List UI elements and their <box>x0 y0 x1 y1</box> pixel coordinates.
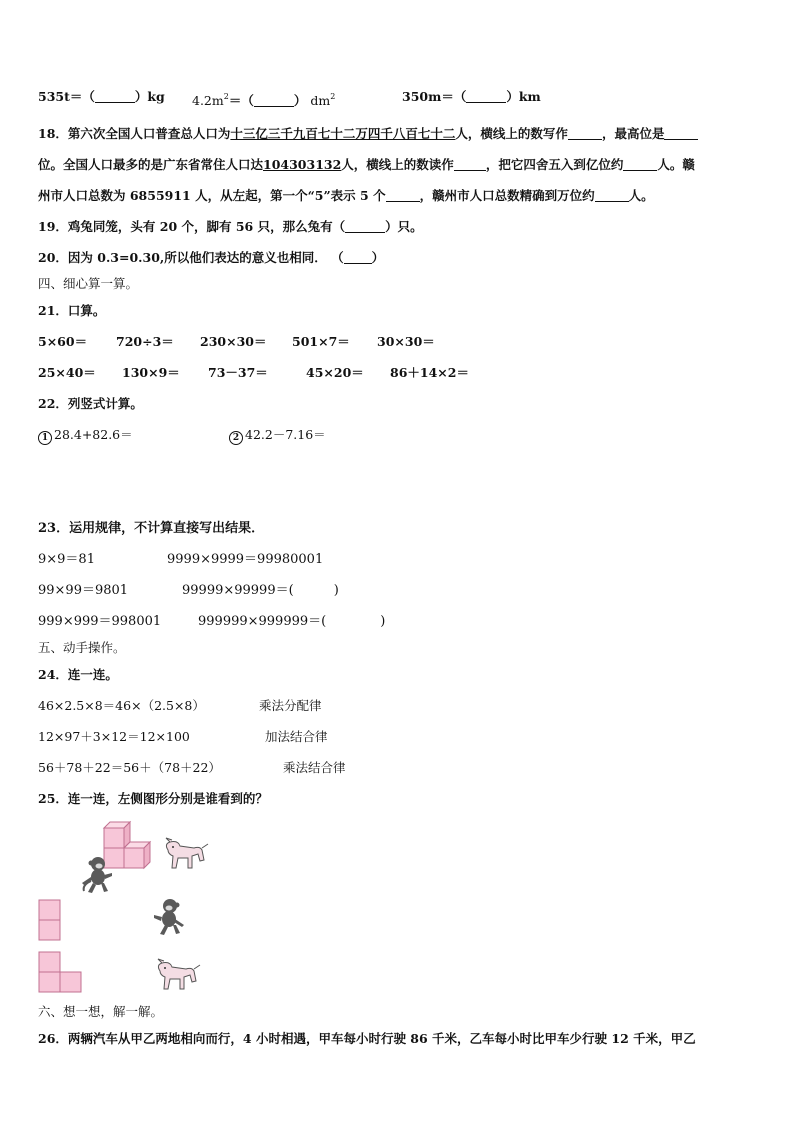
circled-number: 2 <box>229 431 243 445</box>
q21-cell: 720÷3＝ <box>116 334 174 349</box>
q21-cell: 230×30＝ <box>200 334 267 349</box>
answer-blank[interactable] <box>344 251 372 264</box>
answer-blank[interactable] <box>254 94 294 107</box>
q24-right-item[interactable]: 乘法分配律 <box>259 698 322 713</box>
q22-item-2: 2 42.2－7.16＝ <box>229 427 326 445</box>
circled-number: 1 <box>38 431 52 445</box>
q23-left: 9×9＝81 <box>38 552 95 567</box>
two-square-column-figure <box>38 899 62 943</box>
dog-icon <box>158 834 210 874</box>
section-6-heading: 六、想一想，解一解。 <box>38 1004 164 1019</box>
q21-cell: 130×9＝ <box>122 365 180 380</box>
q23-left: 999×999＝998001 <box>38 614 162 629</box>
section-5-heading: 五、动手操作。 <box>38 640 126 655</box>
q24-right-item[interactable]: 加法结合律 <box>265 729 328 744</box>
q21-cell: 5×60＝ <box>38 334 88 349</box>
q18-line-1: 18．第六次全国人口普查总人口为十三亿三千九百七十二万四千八百七十二人，横线上的数写作 ，最高位是 <box>38 126 698 142</box>
answer-blank[interactable] <box>568 127 602 140</box>
monkey-icon <box>150 897 188 937</box>
l-shape-figure <box>38 951 84 995</box>
q18-line-2: 位。全国人口最多的是广东省常住人口达104303132人，横线上的数读作 ，把它四舍五入到亿位约 人。赣 <box>38 157 695 172</box>
dog-icon <box>150 955 202 995</box>
q17-item-2: $4.2m^2=$（ ） $dm^2$ <box>192 92 336 108</box>
q24-left-item[interactable]: 46×2.5×8＝46×（2.5×8） <box>38 698 205 713</box>
q21-cell: 501×7＝ <box>292 334 350 349</box>
q17-item-3: 350m＝（ ）km <box>402 89 541 104</box>
q25-title: 25．连一连，左侧图形分别是谁看到的？ <box>38 791 268 806</box>
section-4-heading: 四、细心算一算。 <box>38 276 139 291</box>
q24-title: 24．连一连。 <box>38 667 118 682</box>
answer-blank[interactable] <box>345 220 385 233</box>
q23-title: 23．运用规律，不计算直接写出结果． <box>38 521 265 536</box>
q23-right: 99999×99999＝( ) <box>182 583 339 598</box>
q24-left-item[interactable]: 56＋78＋22＝56＋（78＋22） <box>38 760 221 775</box>
q24-right-item[interactable]: 乘法结合律 <box>283 760 346 775</box>
answer-blank[interactable] <box>664 127 698 140</box>
q20: 20．因为 0.3=0.30,所以他们表达的意义也相同． （ ） <box>38 250 385 265</box>
q21-cell: 73－37＝ <box>208 365 268 380</box>
q23-right: 999999×999999＝( ) <box>198 614 386 629</box>
monkey-icon <box>78 855 116 895</box>
answer-blank[interactable] <box>623 158 657 171</box>
answer-blank[interactable] <box>95 90 135 103</box>
q18-line-3: 州市人口总数为 6855911 人，从左起，第一个“5”表示 5 个 ，赣州市人口总数精确到万位约 人。 <box>38 188 654 203</box>
answer-blank[interactable] <box>454 158 486 171</box>
answer-blank[interactable] <box>595 189 629 202</box>
q21-cell: 25×40＝ <box>38 365 96 380</box>
q24-left-item[interactable]: 12×97＋3×12＝12×100 <box>38 729 190 744</box>
q26-text: 26．两辆汽车从甲乙两地相向而行，4 小时相遇，甲车每小时行驶 86 千米，乙车每小时比甲车少行驶 12 千米，甲乙 <box>38 1031 696 1046</box>
q23-left: 99×99＝9801 <box>38 583 129 598</box>
q17-item-1: 535t＝（ ）kg <box>38 89 165 104</box>
q21-cell: 30×30＝ <box>377 334 435 349</box>
q21-cell: 45×20＝ <box>306 365 364 380</box>
answer-blank[interactable] <box>466 90 506 103</box>
answer-blank[interactable] <box>386 189 420 202</box>
q21-title: 21．口算。 <box>38 303 106 318</box>
q21-cell: 86＋14×2＝ <box>390 365 469 380</box>
q22-item-1: 1 28.4+82.6＝ <box>38 427 133 445</box>
q22-title: 22．列竖式计算。 <box>38 396 143 411</box>
q23-right: 9999×9999＝99980001 <box>167 552 324 567</box>
q19: 19．鸡兔同笼，头有 20 个，脚有 56 只，那么兔有（ ）只。 <box>38 219 423 234</box>
